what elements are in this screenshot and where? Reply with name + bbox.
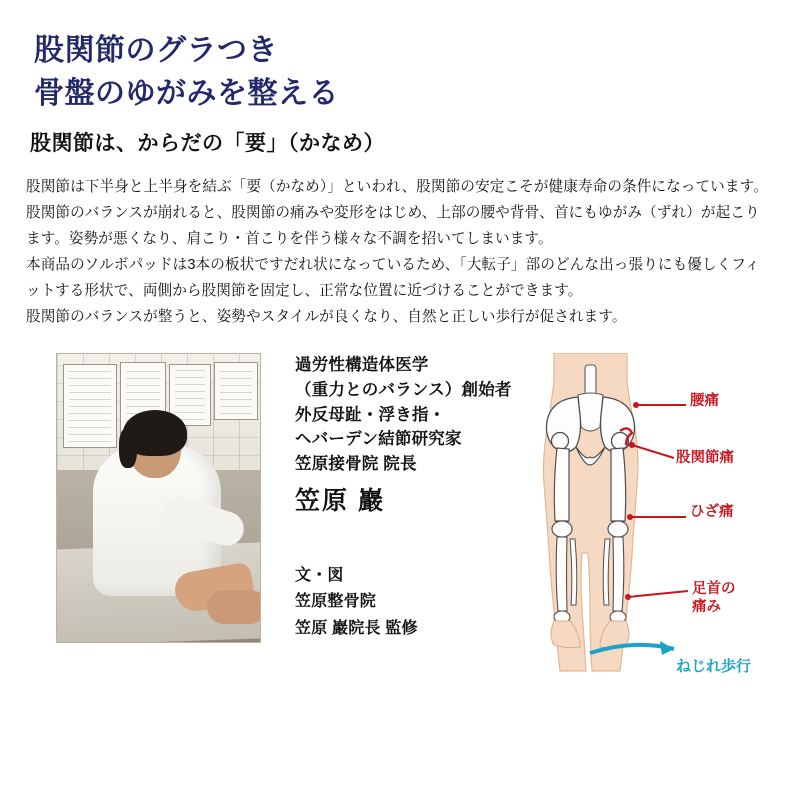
photo-patient-leg	[207, 590, 261, 624]
practitioner-photo	[56, 353, 261, 643]
body-copy	[26, 175, 774, 331]
credits-block	[295, 353, 545, 642]
section-subtitle: 股関節は、からだの「要」（かなめ）	[30, 132, 385, 156]
source-line-3: 笠原 巖院長 監修	[295, 619, 418, 637]
label-lower-back-pain: 腰痛	[690, 393, 719, 409]
page-title	[26, 30, 774, 115]
lower-section	[26, 353, 774, 675]
label-twisted-gait: ねじれ歩行	[676, 658, 752, 675]
credit-line-2: （重力とのバランス）創始者	[295, 380, 512, 399]
credit-line-4: ヘバーデン結節研究家	[295, 430, 462, 449]
body-paragraph-3: 本商品のソルボパッドは3本の板状ですだれ状になっているため、「大転子」部のどんな出っ張りにも優しくフィットする形状で、両側から股関節を固定し、正常な位置に近づけることができます。	[26, 257, 760, 300]
label-ankle-pain-line-2: 痛み	[692, 598, 721, 615]
label-ankle-pain	[692, 581, 736, 616]
body-paragraph-2: 股関節のバランスが崩れると、股関節の痛みや変形をはじめ、上部の腰や背骨、首にもゆがみ（ずれ）が起こります。姿勢が悪くなり、肩こり・首こりを伴う様々な不調を招いてしまいます。	[26, 205, 760, 248]
credit-line-3: 外反母趾・浮き指・	[295, 405, 446, 424]
source-line-1: 文・図	[295, 566, 344, 584]
photo-chart-4	[214, 362, 258, 420]
source-credit-block	[295, 563, 545, 642]
credit-line-1: 過労性構造体医学	[295, 356, 429, 374]
source-line-2: 笠原整骨院	[295, 593, 377, 611]
headline-line-1: 股関節のグラつき	[34, 34, 278, 67]
credit-line-5: 笠原接骨院 院長	[295, 455, 417, 473]
body-paragraph-1: 股関節は下半身と上半身を結ぶ「要（かなめ）」といわれ、股関節の安定こそが健康寿命の条件になっています。	[26, 179, 768, 196]
headline-line-2: 骨盤のゆがみを整える	[34, 76, 339, 110]
anatomy-figure	[524, 353, 774, 693]
photo-practitioner-hair-side	[119, 428, 137, 468]
body-paragraph-4: 股関節のバランスが整うと、姿勢やスタイルが良くなり、自然と正しい歩行が促されます。	[26, 309, 627, 326]
label-ankle-pain-line-1: 足首の	[692, 581, 736, 597]
photo-chart-1	[63, 364, 117, 448]
label-hip-joint-pain: 股関節痛	[676, 450, 734, 466]
label-knee-pain: ひざ痛	[690, 504, 734, 520]
skeleton-illustration	[524, 353, 774, 693]
author-name: 笠原 巖	[295, 486, 385, 515]
